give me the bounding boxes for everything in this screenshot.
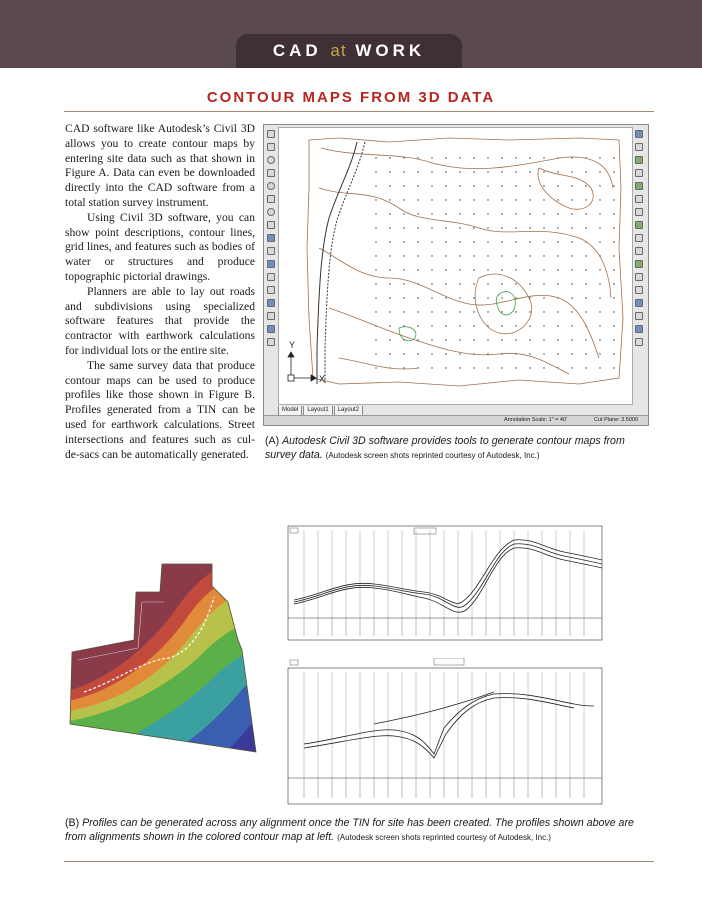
caption-a-label: (A): [265, 435, 280, 447]
polyline-tool-icon: [267, 143, 275, 151]
paragraph-3: Planners are able to lay out roads and subdivisions using specialized software features that provide the contractor with earthwork calculations for individual lots or the entire site.: [65, 284, 255, 357]
spline-tool-icon: [267, 221, 275, 229]
right-toolbar: [633, 127, 647, 405]
caption-a-text: Autodesk Civil 3D software provides tools to generate contour maps from survey data.: [265, 435, 625, 461]
contour-map-graphic: [64, 562, 260, 762]
table-tool-icon: [267, 260, 275, 268]
alignment-icon: [635, 221, 643, 229]
paragraph-1: CAD software like Autodesk’s Civil 3D allows you to create contour maps by entering site data such as that shown in Figure A. Data can even be downloaded directly into the CAD software from a total station survey instrument.: [65, 122, 255, 209]
profile-view-1: [284, 522, 606, 644]
fillet-icon: [635, 312, 643, 320]
rotate-icon: [635, 234, 643, 242]
layer-tool-icon: [267, 325, 275, 333]
caption-b-label: (B): [65, 817, 80, 829]
caption-a-credit: (Autodesk screen shots reprinted courtesy of Autodesk, Inc.): [325, 451, 540, 460]
explode-icon: [635, 325, 643, 333]
circle-tool-icon: [267, 156, 275, 164]
layout-tabs: [278, 406, 364, 415]
banner-word-work: WORK: [355, 41, 426, 60]
block-tool-icon: [267, 234, 275, 242]
line-tool-icon: [267, 130, 275, 138]
gradient-tool-icon: [267, 299, 275, 307]
banner-word-cad: CAD: [272, 41, 322, 60]
arc-tool-icon: [267, 182, 275, 190]
annotation-scale[interactable]: Annotation Scale: 1" = 40': [504, 417, 568, 423]
bottom-divider: [64, 861, 654, 862]
cad-screenshot: [263, 124, 649, 426]
caption-b-credit: (Autodesk screen shots reprinted courtesy of Autodesk, Inc.): [337, 833, 551, 842]
rectangle-tool-icon: [267, 169, 275, 177]
page-title: CONTOUR MAPS FROM 3D DATA: [206, 89, 496, 106]
contour-drawing: [279, 128, 634, 406]
text-tool-icon: [267, 273, 275, 281]
hatch-tool-icon: [267, 195, 275, 203]
status-bar: [264, 415, 648, 425]
body-text: [65, 122, 255, 462]
paragraph-2: Using Civil 3D software, you can show point descriptions, contour lines, grid lines, and features such as bodies of water or structures and produce topographic pictorial drawings.: [65, 210, 255, 283]
measure-tool-icon: [267, 338, 275, 346]
zoom-icon: [635, 130, 643, 138]
ellipse-tool-icon: [267, 208, 275, 216]
left-toolbar: [265, 127, 277, 405]
scale-icon: [635, 247, 643, 255]
region-tool-icon: [267, 286, 275, 294]
cut-plane[interactable]: Cut Plane: 3.5000: [594, 417, 639, 423]
surface-icon: [635, 156, 643, 164]
copy-icon: [635, 208, 643, 216]
tab-layout2[interactable]: Layout2: [334, 406, 363, 416]
top-divider: [64, 111, 654, 112]
caption-b: [65, 816, 655, 845]
offset-icon: [635, 299, 643, 307]
caption-b-text: Profiles can be generated across any alignment once the TIN for site has been created. The profiles shown above are from alignments shown in the colored contour map at left.: [65, 817, 634, 843]
point-tool-icon: [267, 247, 275, 255]
axis-y-label: Y: [289, 340, 296, 350]
section-banner: [236, 34, 462, 68]
axis-x-label: X: [319, 374, 326, 384]
profile-graphic-2: [284, 658, 606, 808]
profile-graphic-1: [284, 522, 606, 644]
caption-a: [265, 434, 655, 463]
contour-icon: [635, 182, 643, 190]
grid-icon: [635, 169, 643, 177]
profile-icon: [635, 260, 643, 268]
profile-view-2: [284, 658, 606, 808]
paragraph-4: The same survey data that produce contour maps can be used to produce profiles like those shown in Figure B. Profiles generated from a TIN can be used for earthwork calculations. Street intersections and features such as cul-de-sacs can be automatically generated.: [65, 358, 255, 461]
trim-icon: [635, 273, 643, 281]
colored-contour-map: [64, 562, 260, 762]
extend-icon: [635, 286, 643, 294]
tab-layout1[interactable]: Layout1: [303, 406, 332, 416]
boundary-tool-icon: [267, 312, 275, 320]
banner-word-at: at: [330, 41, 347, 60]
move-icon: [635, 195, 643, 203]
pan-icon: [635, 143, 643, 151]
tab-model[interactable]: Model: [278, 406, 302, 416]
properties-icon: [635, 338, 643, 346]
cad-drawing-area: [278, 127, 633, 405]
